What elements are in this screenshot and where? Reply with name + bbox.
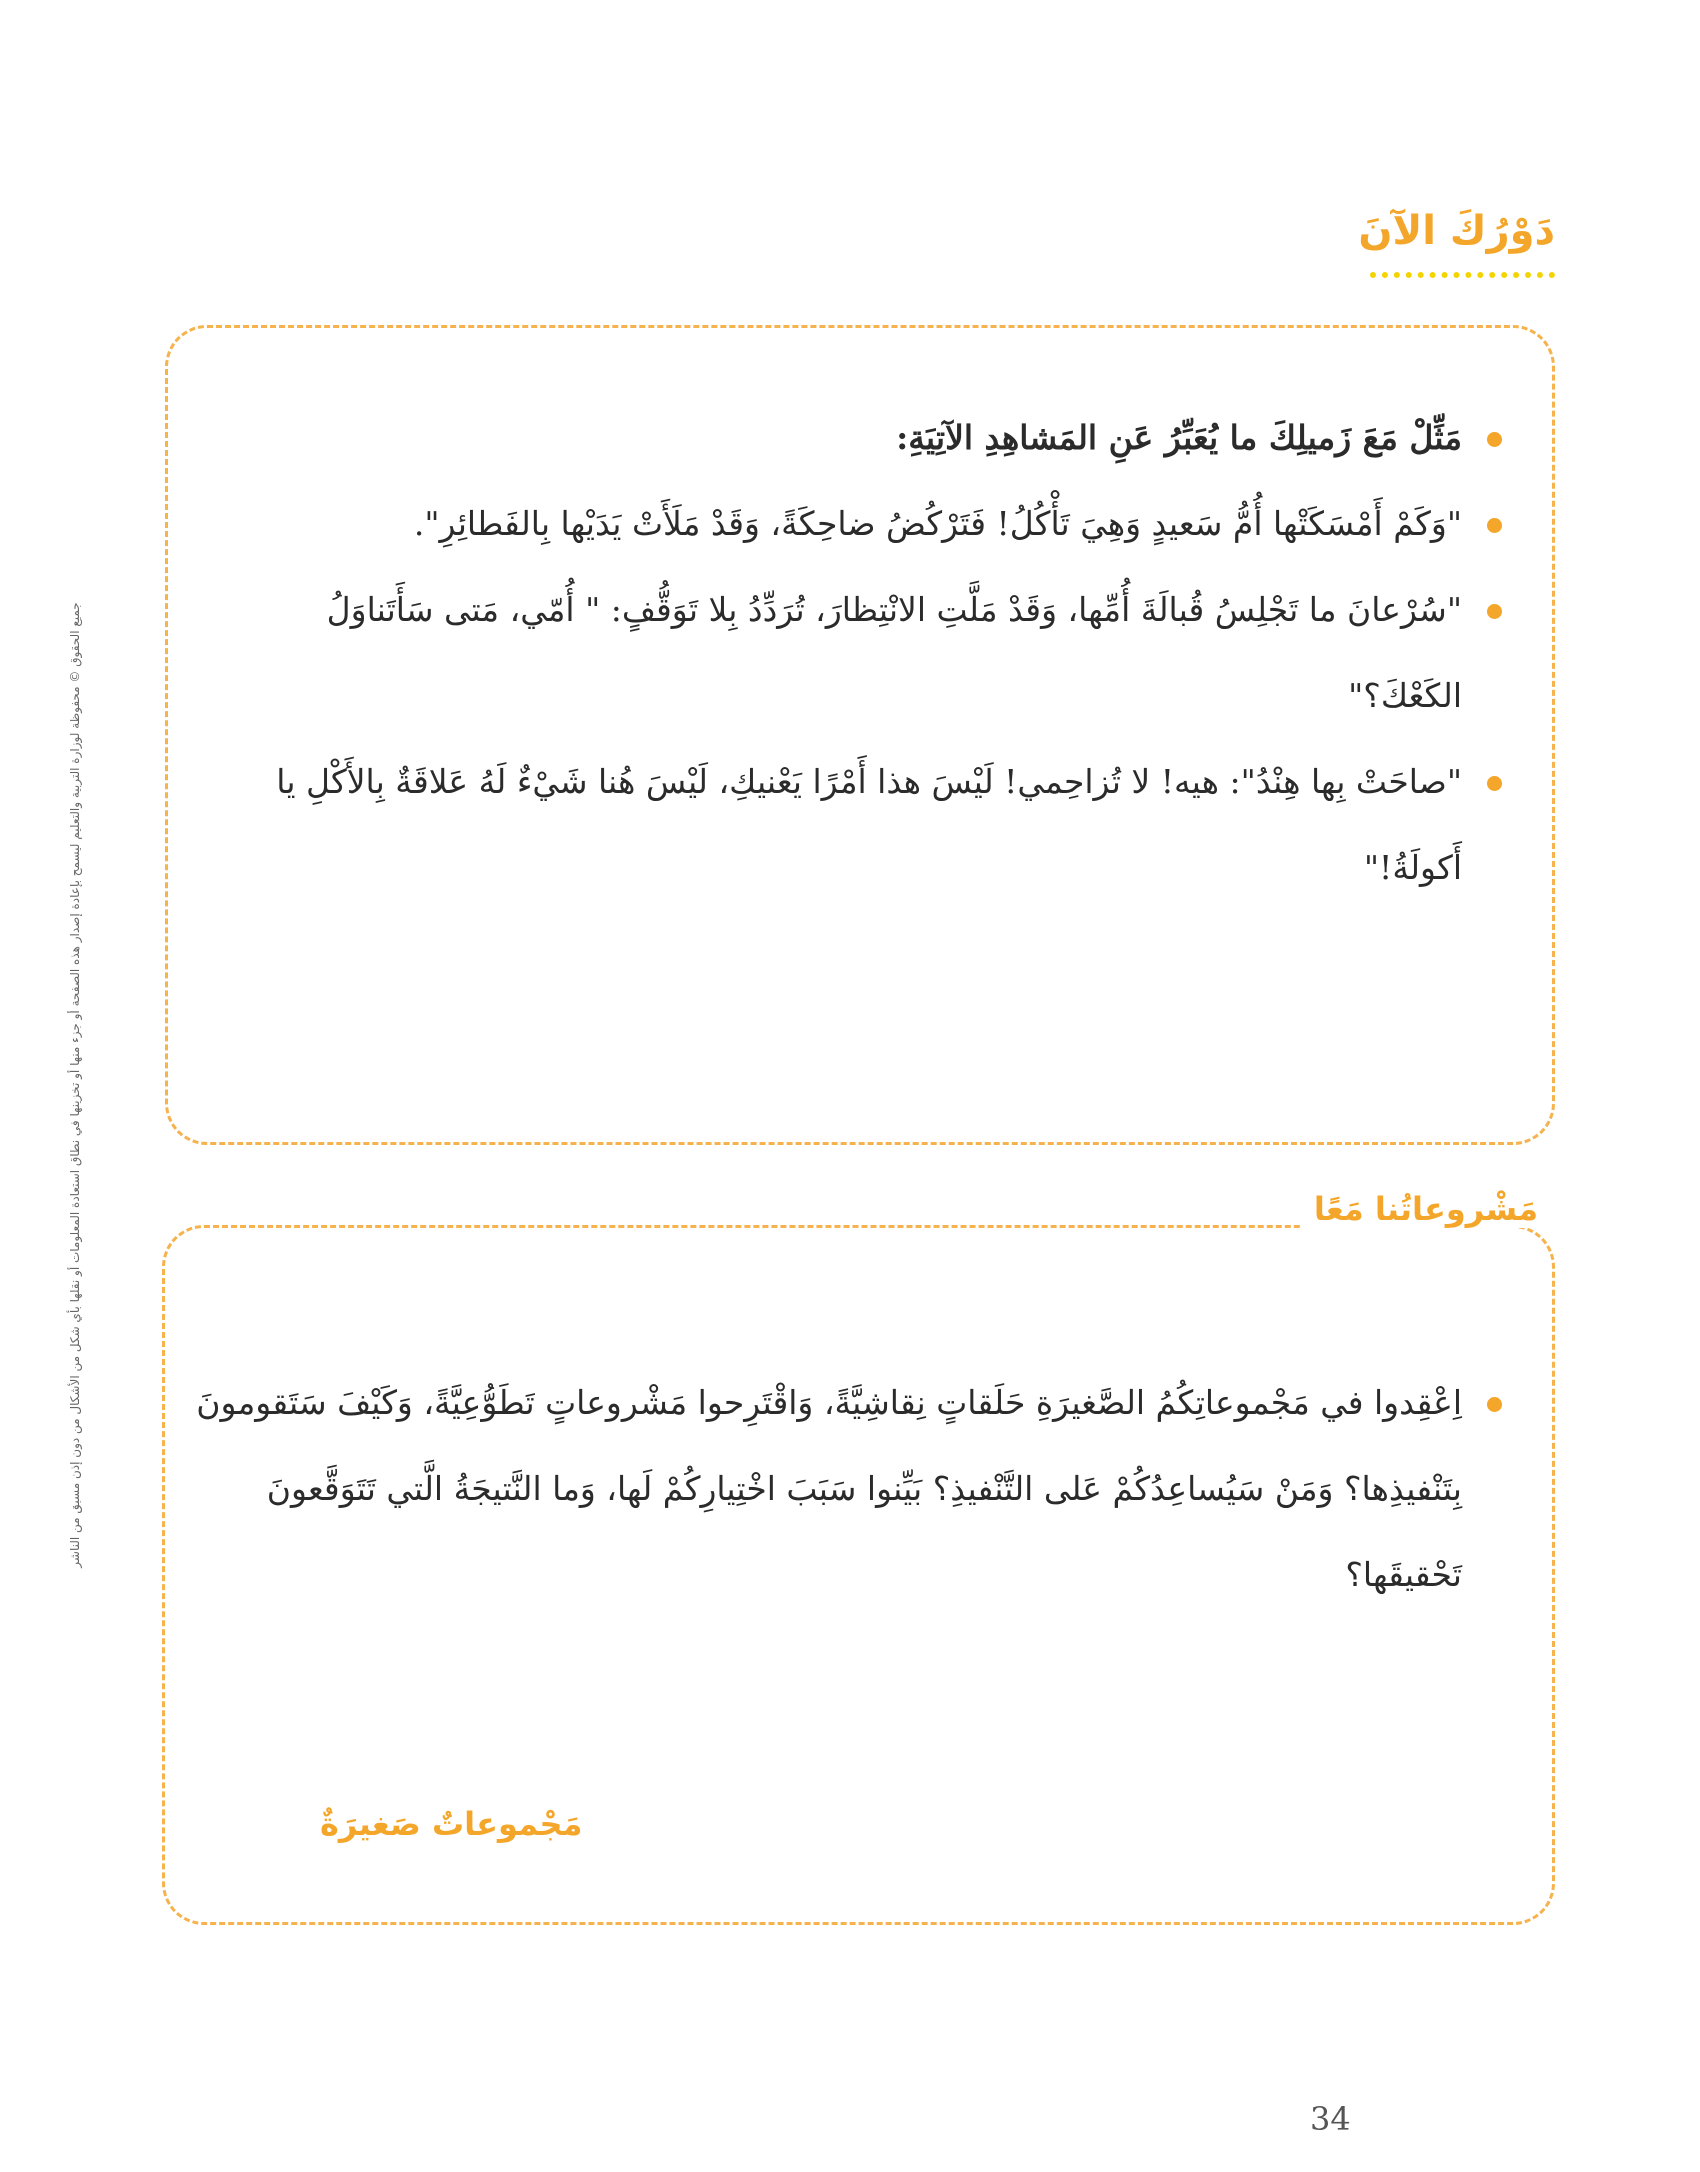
list-item: [240, 481, 1510, 567]
page-number: 34: [1310, 2100, 1351, 2138]
bullet-icon: [1487, 776, 1502, 791]
bullet-icon: [1487, 432, 1502, 447]
section-title-your-turn: دَوْرُكَ الآنَ: [1358, 208, 1555, 254]
list-item: [240, 739, 1510, 911]
section-title-projects: مَشْروعاتُنا مَعًا: [1313, 1190, 1538, 1228]
list-item: [240, 567, 1510, 739]
projects-title-wrapper: [1302, 1190, 1550, 1228]
scene-text: "وَكَمْ أَمْسَكَتْها أُمُّ سَعيدٍ وَهِيَ تَأْكُلُ! فَتَرْكُضُ ضاحِكَةً، وَقَدْ مَلَأَتْ يَدَيْها بِالفَطائِرِ".: [413, 504, 1462, 543]
bullet-icon: [1487, 518, 1502, 533]
instruction-text: مَثِّلْ مَعَ زَميلِكَ ما يُعَبِّرُ عَنِ المَشاهِدِ الآتِيَةِ:: [896, 418, 1462, 457]
copyright-side-note: جميع الحقوق © محفوظة لوزارة التربية والتعليم ليسمح بإعادة إصدار هذه الصفحة أو جزء منها أو تخزينها في نطاق استعادة المعلومات أو نقلها بأي شكل من الأشكال من دون إذن مسبق من الناشر: [68, 602, 82, 1568]
list-item: [175, 1360, 1510, 1618]
scene-text: "صاحَتْ بِها هِنْدُ": هيه! لا تُزاحِمي! لَيْسَ هذا أَمْرًا يَعْنيكِ، لَيْسَ هُنا شَيْءٌ لَهُ عَلاقَةٌ بِالأَكْلِ يا أَكولَةُ!": [276, 762, 1462, 887]
bullet-icon: [1487, 1397, 1502, 1412]
projects-list: [175, 1360, 1510, 1618]
your-turn-list: [240, 395, 1510, 911]
projects-instruction-text: اِعْقِدوا في مَجْموعاتِكُمُ الصَّغيرَةِ حَلَقاتٍ نِقاشِيَّةً، وَاقْتَرِحوا مَشْروعاتٍ تَطَوُّعِيَّةً، وَكَيْفَ سَتَقومونَ بِتَنْفيذِها؟ وَمَنْ سَيُساعِدُكُمْ عَلى التَّنْفيذِ؟ بَيِّنوا سَبَبَ اخْتِيارِكُمْ لَها، وَما النَّتيجَةُ الَّتي تَتَوَقَّعونَ تَحْقيقَها؟: [196, 1383, 1462, 1594]
small-groups-label: مَجْموعاتٌ صَغيرَةٌ: [320, 1805, 583, 1843]
scene-text: "سُرْعانَ ما تَجْلِسُ قُبالَةَ أُمِّها، وَقَدْ مَلَّتِ الانْتِظارَ، تُرَدِّدُ بِلا تَوَقُّفٍ: " أُمّي، مَتى سَأَتَناوَلُ الكَعْكَ؟": [326, 590, 1462, 715]
title-dotted-underline: [1370, 272, 1555, 278]
list-item: [240, 395, 1510, 481]
bullet-icon: [1487, 604, 1502, 619]
